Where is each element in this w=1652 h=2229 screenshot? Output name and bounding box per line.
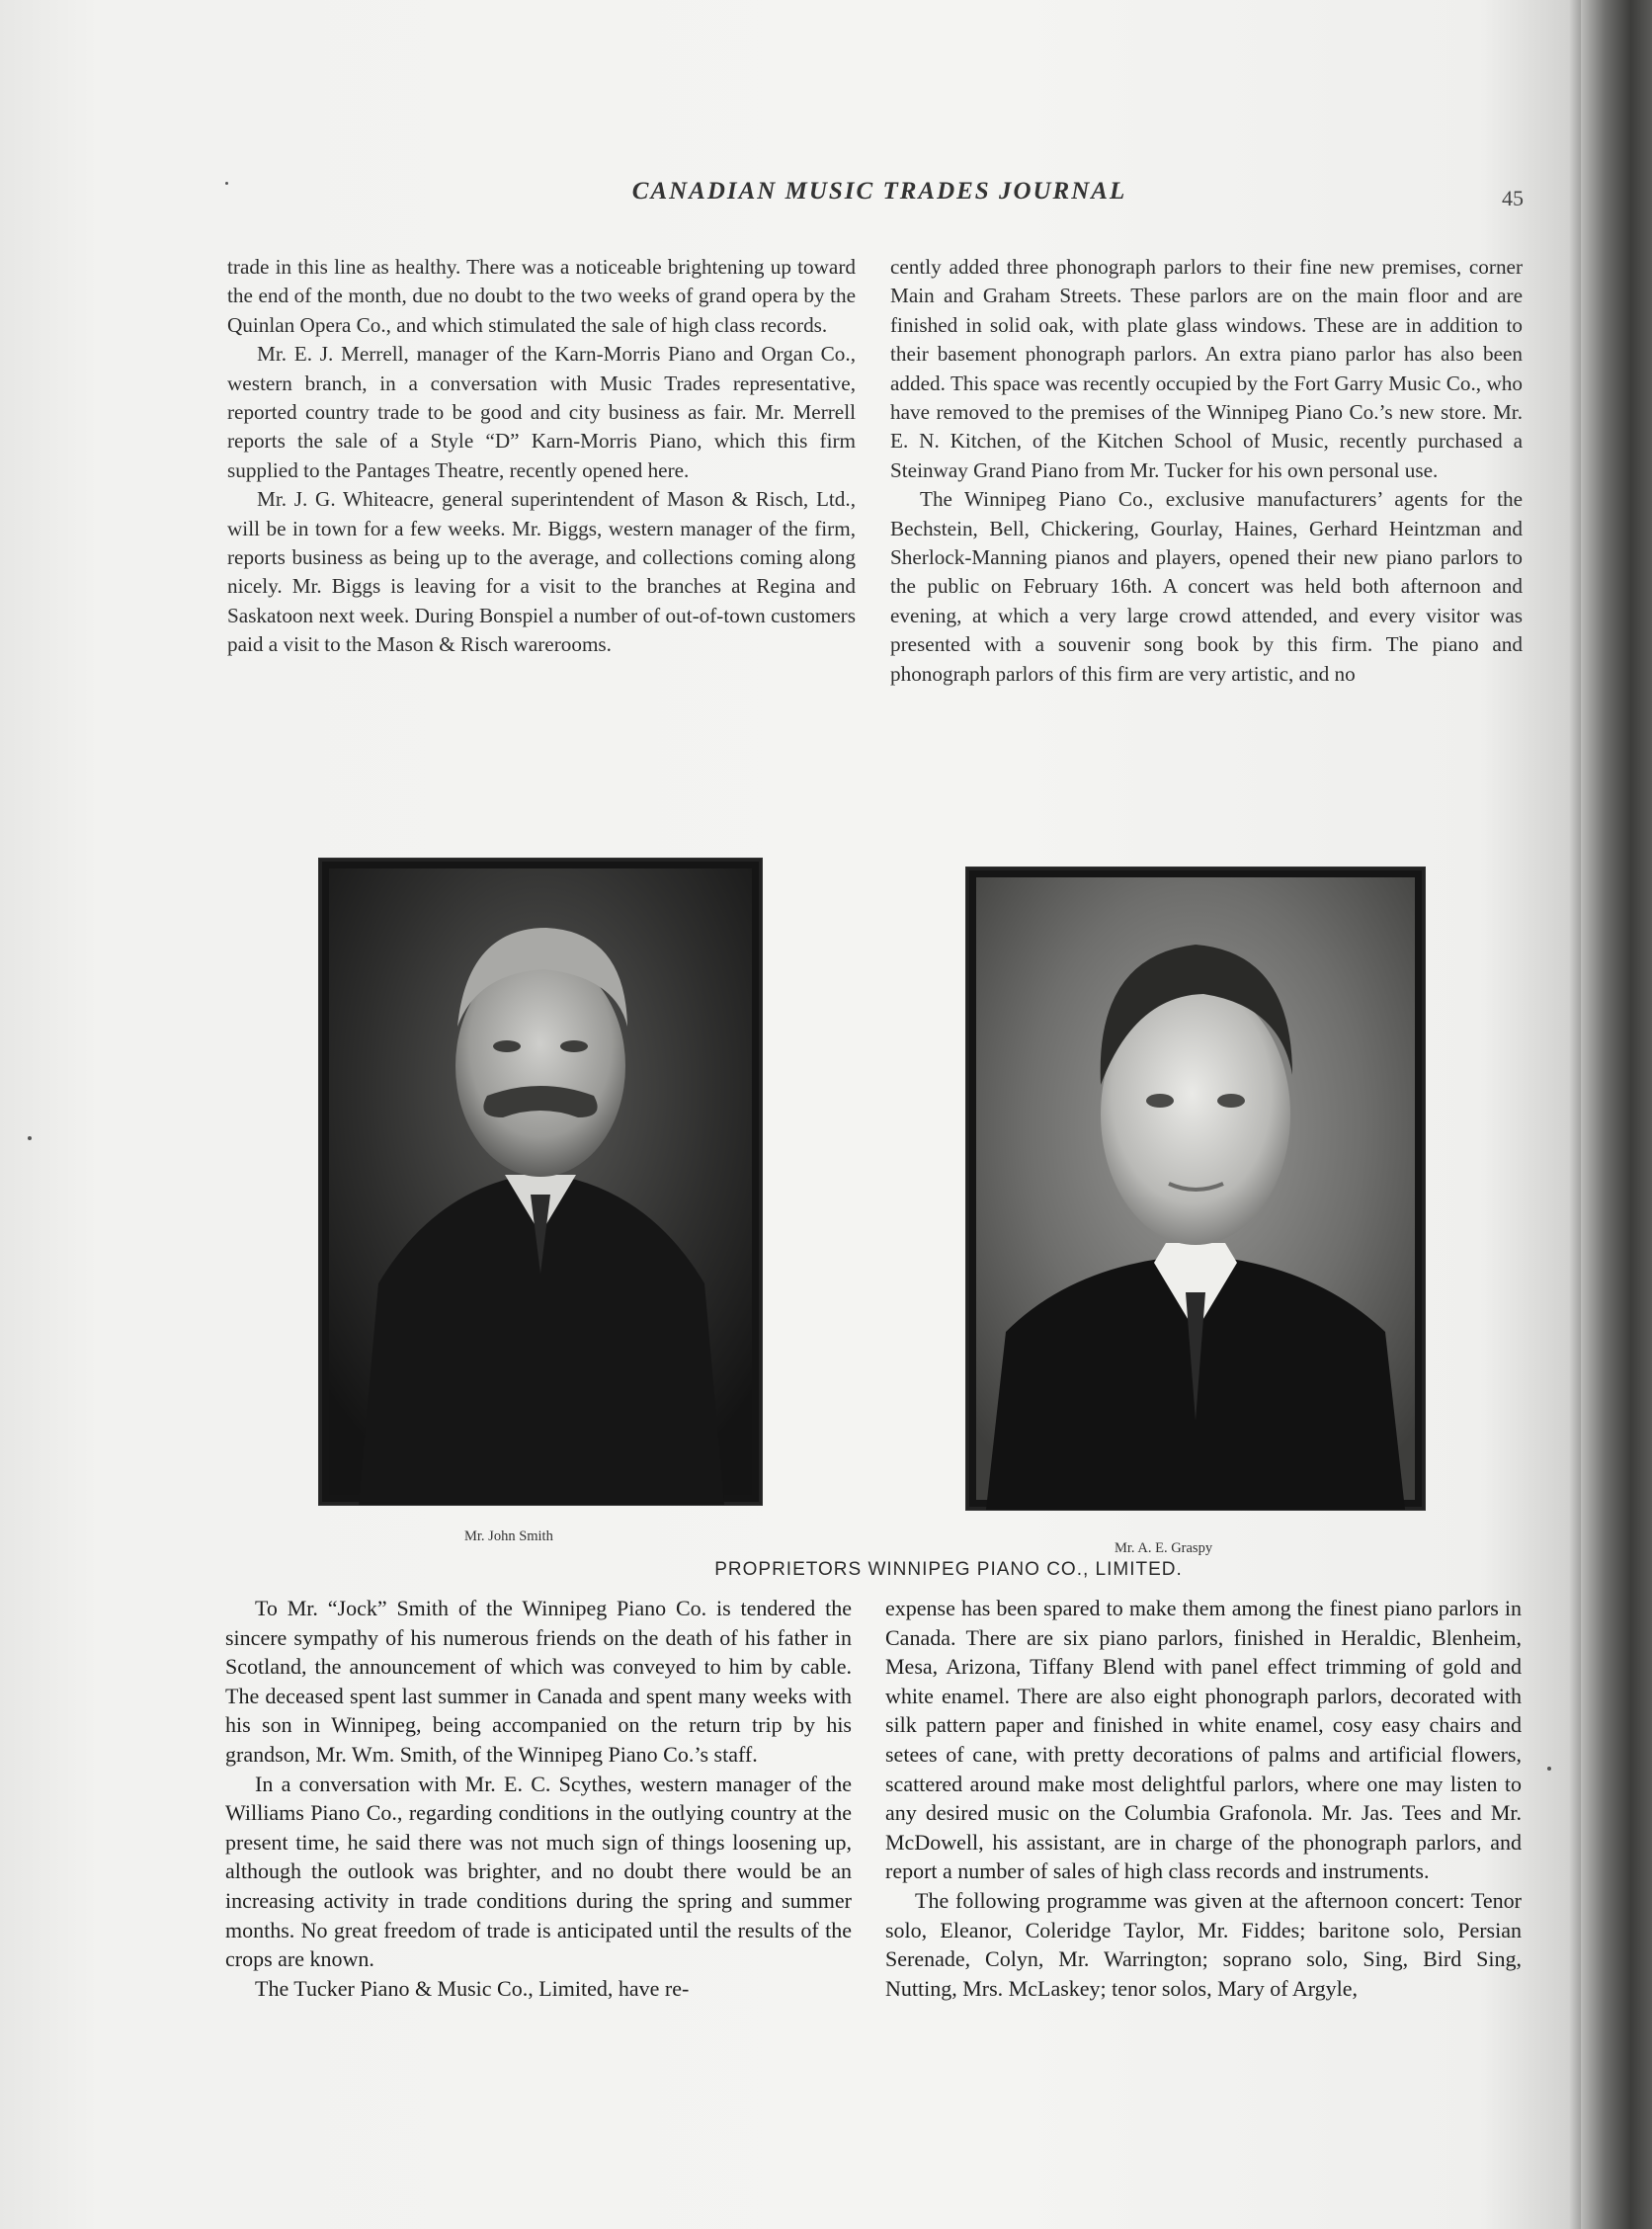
book-spine — [1581, 0, 1652, 2229]
paragraph: The following programme was given at the afternoon concert: Tenor solo, Eleanor, Coleridge Taylor, Mr. Fiddes; baritone solo, Persian Serenade, Colyn, Mr. Warrington; soprano solo, Sing, Bird Sing, Nutting, Mrs. McLaskey; tenor solos, Mary of Argyle, — [885, 1887, 1522, 2001]
portrait-image — [966, 867, 1425, 1510]
caption-john-smith: Mr. John Smith — [464, 1528, 553, 1544]
paragraph: Mr. E. J. Merrell, manager of the Karn-Morris Piano and Organ Co., western branch, in a conversation with Music Trades representative, reported country trade to be good and city business as fair. Mr. Merrell reports the sale of a Style “D” Karn-Morris Piano, which this firm supplied to the Pantages Theatre, recently opened here. — [227, 342, 856, 482]
column-bottom-right — [885, 1594, 1522, 2003]
paragraph: In a conversation with Mr. E. C. Scythes, western manager of the Williams Piano Co., regarding conditions in the outlying country at the present time, he said there was not much sign of things loosening up, although the outlook was brighter, and no doubt there would be an increasing activity in trade conditions during the spring and summer months. No great freedom of trade is anticipated until the results of the crops are known. — [225, 1771, 852, 1972]
paragraph: To Mr. “Jock” Smith of the Winnipeg Piano Co. is tendered the sincere sympathy of his numerous friends on the death of his father in Scotland, the announcement of which was conveyed to him by cable. The deceased spent last summer in Canada and spent many weeks with his son in Winnipeg, being accompanied on the return trip by his grandson, Mr. Wm. Smith, of the Winnipeg Piano Co.’s staff. — [225, 1596, 852, 1767]
caption-ae-graspy: Mr. A. E. Graspy — [1115, 1540, 1213, 1556]
scan-speck — [1547, 1767, 1551, 1771]
scan-speck — [28, 1136, 32, 1140]
portrait-photo-ae-graspy — [965, 867, 1426, 1511]
page-number: 45 — [1502, 186, 1524, 210]
paragraph: cently added three phonograph parlors to their fine new premises, corner Main and Graham Streets. These parlors are on the main floor and are finished in solid oak, with plate glass windows. These are in addition to their basement phonograph parlors. An extra piano parlor has also been added. This space was recently occupied by the Fort Garry Music Co., who have removed to the premises of the Winnipeg Piano Co.’s new store. Mr. E. N. Kitchen, of the Kitchen School of Music, recently purchased a Steinway Grand Piano from Mr. Tucker for his own personal use. — [890, 255, 1523, 482]
portrait-photo-john-smith — [318, 858, 763, 1506]
paragraph: Mr. J. G. Whiteacre, general superintendent of Mason & Risch, Ltd., will be in town for a few weeks. Mr. Biggs, western manager of the firm, reports business as being up to the average, and collections coming along nicely. Mr. Biggs is leaving for a visit to the branches at Regina and Saskatoon next week. During Bonspiel a number of out-of-town customers paid a visit to the Mason & Risch warerooms. — [227, 487, 856, 657]
paragraph: expense has been spared to make them among the finest piano parlors in Canada. There are six piano parlors, finished in Heraldic, Blenheim, Mesa, Arizona, Tiffany Blend with panel effect trimming of gold and white enamel. There are also eight phonograph parlors, decorated with silk pattern paper and finished in white enamel, cosy easy chairs and setees of cane, with pretty decorations of palms and artificial flowers, scattered around make most delightful parlors, where one may listen to any desired music on the Columbia Grafonola. Mr. Jas. Tees and Mr. McDowell, his assistant, are in charge of the phonograph parlors, and report a number of sales of high class records and instruments. — [885, 1596, 1522, 1884]
column-top-right — [890, 253, 1523, 689]
portrait-image — [319, 859, 762, 1505]
column-bottom-left — [225, 1594, 852, 2003]
running-head: CANADIAN MUSIC TRADES JOURNAL — [631, 178, 1127, 205]
paragraph: The Tucker Piano & Music Co., Limited, have re- — [255, 1975, 690, 2001]
scan-speck — [225, 182, 228, 185]
column-top-left — [227, 253, 856, 660]
paragraph: trade in this line as healthy. There was a noticeable brightening up toward the end of the month, due no doubt to the two weeks of grand opera by the Quinlan Opera Co., and which stimulated the sale of high class records. — [227, 255, 856, 337]
plate-title: PROPRIETORS WINNIPEG PIANO CO., LIMITED. — [714, 1559, 1183, 1580]
paragraph: The Winnipeg Piano Co., exclusive manufacturers’ agents for the Bechstein, Bell, Chickering, Gourlay, Haines, Gerhard Heintzman and Sherlock-Manning pianos and players, opened their new piano parlors to the public on February 16th. A concert was held both afternoon and evening, at which a very large crowd attended, and every visitor was presented with a souvenir song book by this firm. The piano and phonograph parlors of this firm are very artistic, and no — [890, 487, 1523, 686]
